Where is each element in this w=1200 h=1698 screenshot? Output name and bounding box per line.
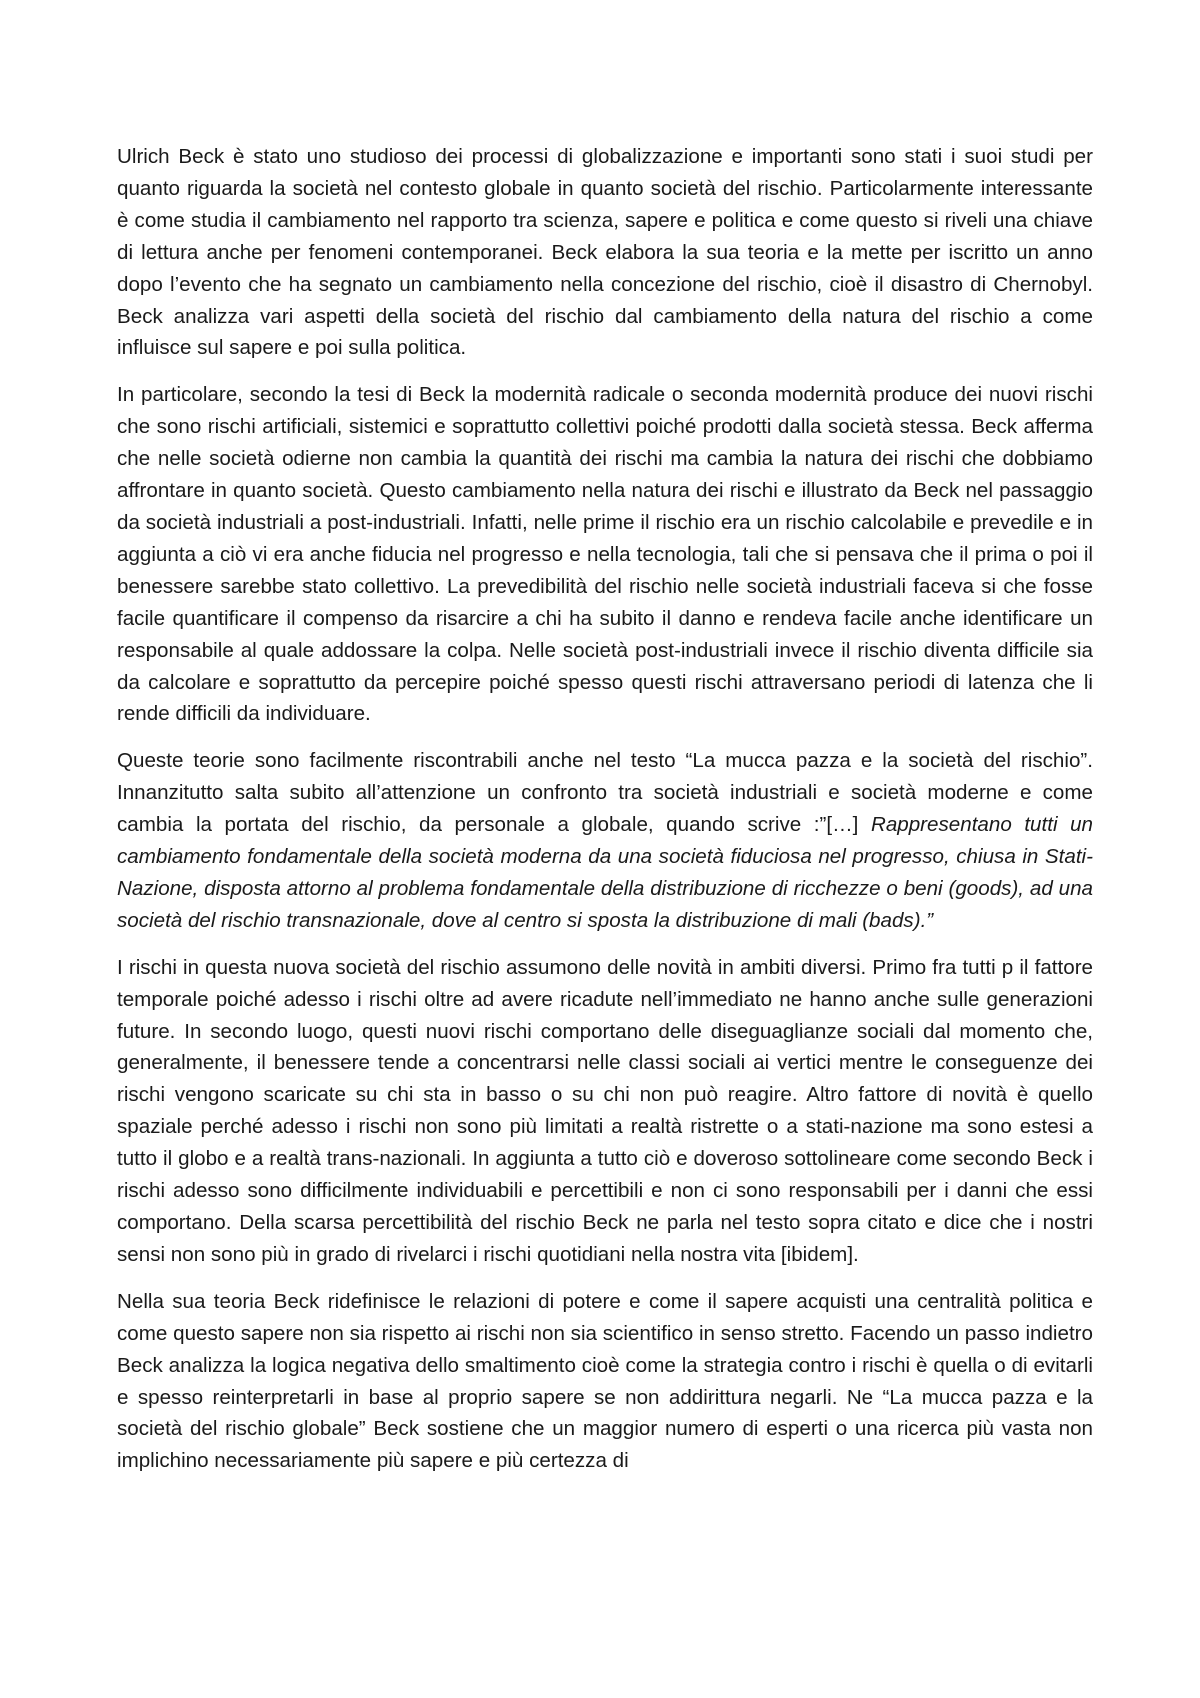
paragraph-power-knowledge: Nella sua teoria Beck ridefinisce le relazioni di potere e come il sapere acquisti una centralità politica e come questo sapere non sia rispetto ai rischi non sia scientifico in senso stretto. Facendo un passo indietro Beck analizza la logica negativa dello smaltimento cioè come la strategia contro i rischi è quella o di evitarli e spesso reinterpretarli in base al proprio sapere se non addirittura negarli. Ne “La mucca pazza e la società del rischio globale” Beck sostiene che un maggior numero di esperti o una ricerca più vasta non implichino necessariamente più sapere e più certezza di (117, 1289, 1093, 1473)
paragraph-second-modernity: In particolare, secondo la tesi di Beck la modernità radicale o seconda modernità produce dei nuovi rischi che sono rischi artificiali, sistemici e soprattutto collettivi poiché prodotti dalla società stessa. Beck afferma che nelle società odierne non cambia la quantità dei rischi ma cambia la natura dei rischi che dobbiamo affrontare in quanto società. Questo cambiamento nella natura dei rischi e illustrato da Beck nel passaggio da società industriali a post-industriali. Infatti, nelle prime il rischio era un rischio calcolabile e prevedile e in aggiunta a ciò vi era anche fiducia nel progresso e nella tecnologia, tali che si pensava che il prima o poi il benessere sarebbe stato collettivo. La prevedibilità del rischio nelle società industriali faceva si che fosse facile quantificare il compenso da risarcire a chi ha subito il danno e rendeva facile anche identificare un responsabile al quale addossare la colpa. Nelle società post-industriali invece il rischio diventa difficile sia da calcolare e soprattutto da percepire poiché spesso questi rischi attraversano periodi di latenza che li rende difficili da individuare. (117, 383, 1093, 726)
paragraph-lead-text: Queste teorie sono facilmente riscontrabili anche nel testo “La mucca pazza e la società del rischio”. Innanzitutto salta subito all’attenzione un confronto tra società industriali e società moderne e come cambia la portata del rischio, da personale a globale, quando scrive :”[…] (117, 749, 1093, 837)
paragraph-mucca-pazza-quote (117, 745, 1093, 936)
paragraph-new-risks: I rischi in questa nuova società del rischio assumono delle novità in ambiti diversi. Primo fra tutti p il fattore temporale poiché adesso i rischi oltre ad avere ricadute nell’immediato ne hanno anche sulle generazioni future. In secondo luogo, questi nuovi rischi comportano delle diseguaglianze sociali dal momento che, generalmente, il benessere tende a concentrarsi nelle classi sociali ai vertici mentre le conseguenze dei rischi vengono scaricate su chi sta in basso o su chi non può reagire. Altro fattore di novità è quello spaziale perché adesso i rischi non sono più limitati a realtà ristrette o a stati-nazione ma sono estesi a tutto il globo e a realtà trans-nazionali. In aggiunta a tutto ciò e doveroso sottolineare come secondo Beck i rischi adesso sono difficilmente individuabili e percettibili e non ci sono responsabili per i danni che essi comportano. Della scarsa percettibilità del rischio Beck ne parla nel testo sopra citato e dice che i nostri sensi non sono più in grado di rivelarci i rischi quotidiani nella nostra vita [ibidem]. (117, 955, 1093, 1266)
italic-quote: Rappresentano tutti un cambiamento fondamentale della società moderna da una società fiduciosa nel progresso, chiusa in Stati-Nazione, disposta attorno al problema fondamentale della distribuzione di ricchezze o beni (goods), ad una società del rischio transnazionale, dove al centro si sposta la distribuzione di mali (bads).” (117, 813, 1093, 932)
document-body (117, 141, 1093, 1492)
paragraph-beck-intro: Ulrich Beck è stato uno studioso dei processi di globalizzazione e importanti sono stati i suoi studi per quanto riguarda la società nel contesto globale in quanto società del rischio. Particolarmente interessante è come studia il cambiamento nel rapporto tra scienza, sapere e politica e come questo si riveli una chiave di lettura anche per fenomeni contemporanei. Beck elabora la sua teoria e la mette per iscritto un anno dopo l’evento che ha segnato un cambiamento nella concezione del rischio, cioè il disastro di Chernobyl. Beck analizza vari aspetti della società del rischio dal cambiamento della natura del rischio a come influisce sul sapere e poi sulla politica. (117, 145, 1093, 360)
